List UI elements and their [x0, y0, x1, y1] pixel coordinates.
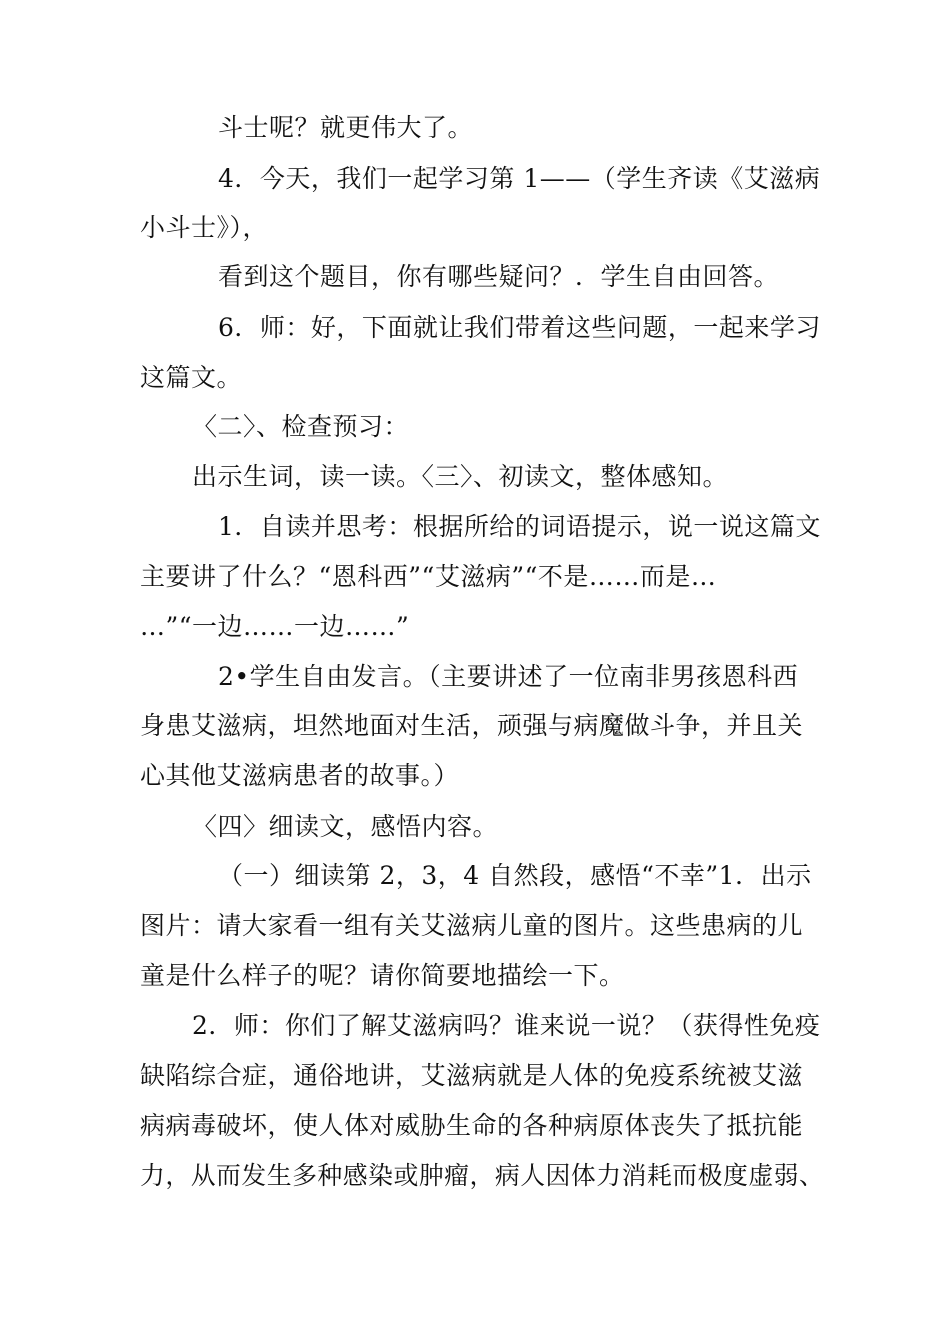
- text-line: 力，从而发生多种感染或肿瘤，病人因体力消耗而极度虚弱、: [140, 1161, 825, 1190]
- text-line: 童是什么样子的呢？请你简要地描绘一下。: [140, 961, 625, 990]
- text-line: 病病毒破坏，使人体对威胁生命的各种病原体丧失了抵抗能: [140, 1111, 804, 1140]
- text-line: 2•学生自由发言。（主要讲述了一位南非男孩恩科西: [218, 662, 799, 691]
- text-line: 这篇文。: [140, 363, 243, 392]
- text-line: 4．今天，我们一起学习第 1——（学生齐读《艾滋病: [218, 164, 821, 193]
- text-line: 图片：请大家看一组有关艾滋病儿童的图片。这些患病的儿: [140, 911, 804, 940]
- text-line: 6．师：好，下面就让我们带着这些问题，一起来学习: [218, 313, 821, 342]
- text-line: 看到这个题目，你有哪些疑问？．学生自由回答。: [218, 262, 780, 291]
- text-line: 缺陷综合症，通俗地讲，艾滋病就是人体的免疫系统被艾滋: [140, 1061, 804, 1090]
- text-line: …”“一边……一边……”: [140, 612, 410, 641]
- section-heading: 〈二〉、检查预习：: [192, 412, 410, 441]
- text-line: 主要讲了什么？“恩科西”“艾滋病”“不是……而是…: [140, 562, 717, 591]
- text-line: （一）细读第 2，3，4 自然段，感悟“不幸”1．出示: [218, 861, 812, 890]
- section-heading: 〈四〉细读文，感悟内容。: [192, 812, 499, 841]
- text-line: 出示生词，读一读。〈三〉、初读文，整体感知。: [192, 462, 729, 491]
- text-line: 心其他艾滋病患者的故事。）: [140, 761, 460, 790]
- text-line: 小斗士》），: [140, 213, 269, 242]
- text-line: 2．师：你们了解艾滋病吗？谁来说一说？（获得性免疫: [192, 1011, 821, 1040]
- text-line: 斗士呢？就更伟大了。: [218, 113, 474, 142]
- text-line: 1．自读并思考：根据所给的词语提示，说一说这篇文: [218, 512, 821, 541]
- text-line: 身患艾滋病，坦然地面对生活，顽强与病魔做斗争，并且关: [140, 711, 804, 740]
